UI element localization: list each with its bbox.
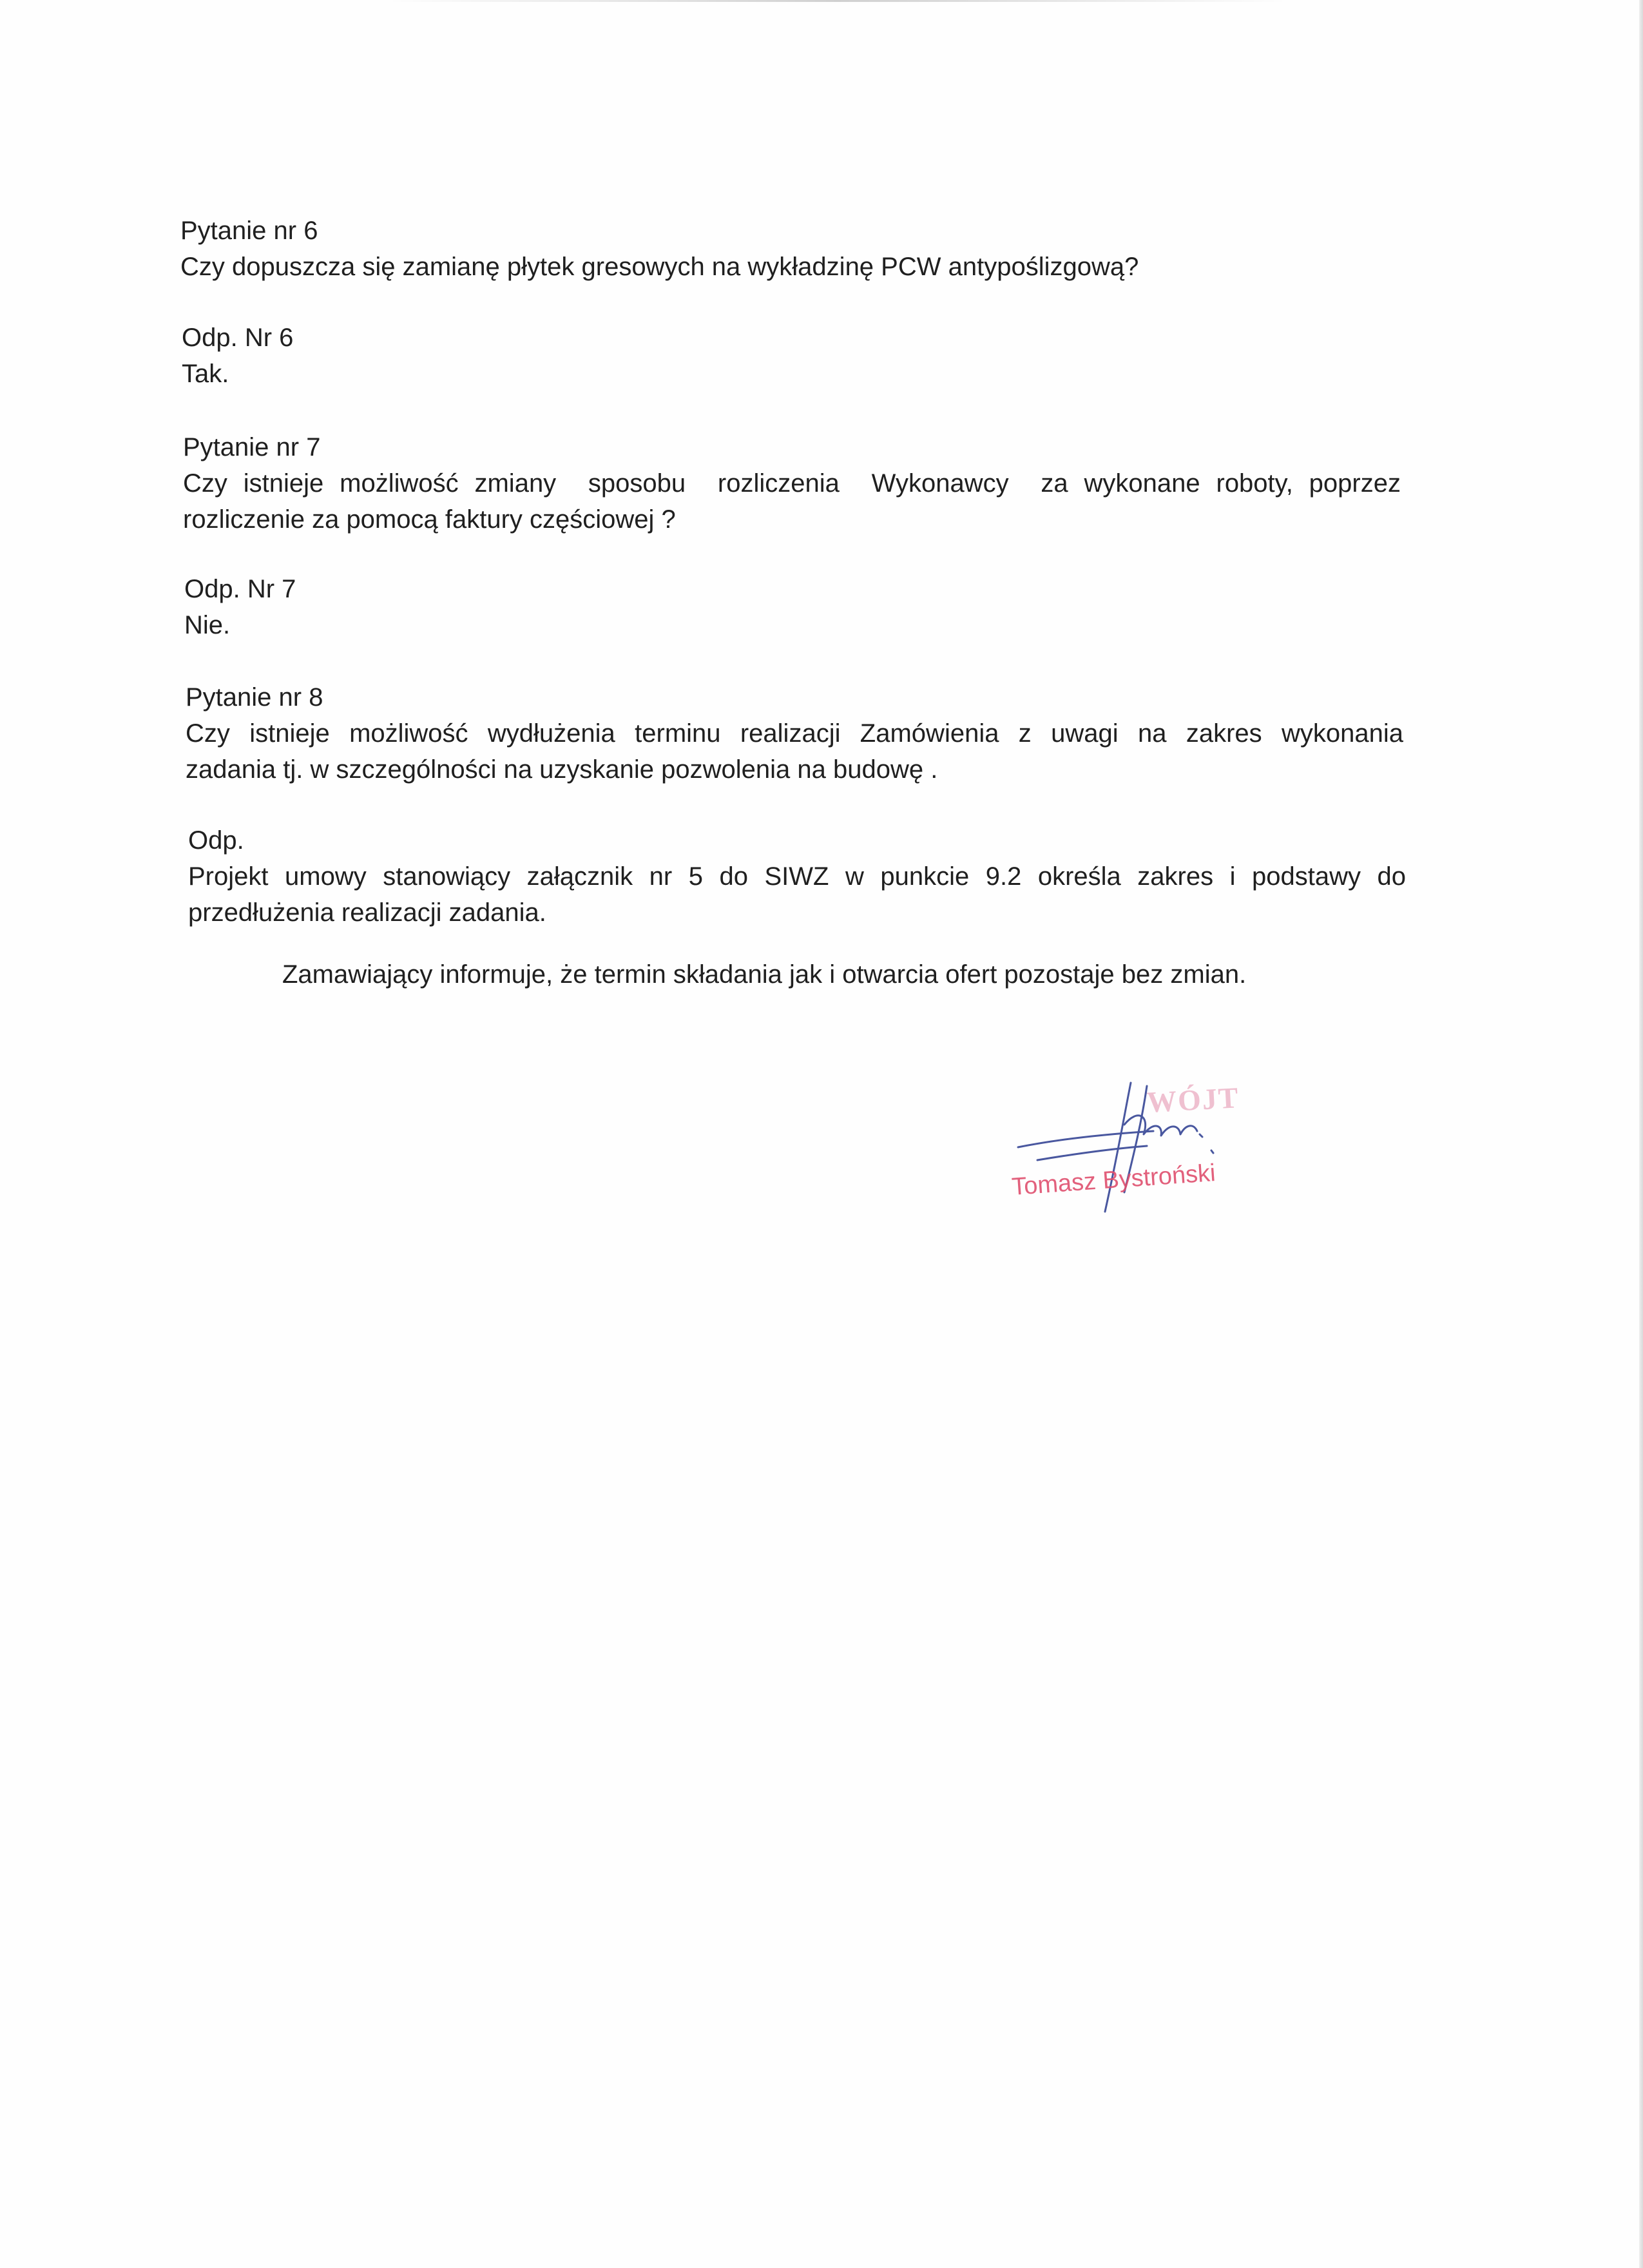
question-7-title: Pytanie nr 7 [183, 433, 321, 461]
question-6-text: Czy dopuszcza się zamianę płytek gresowych na wykładzinę PCW antypoślizgową? [180, 253, 1139, 281]
answer-7-text: Nie. [184, 611, 231, 639]
answer-8-label: Odp. [188, 826, 244, 855]
question-8-text-line1: Czy istnieje możliwość wydłużenia terminu realizacji Zamówienia z uwagi na zakres wykonania [186, 719, 1403, 748]
stamp-title: WÓJT [1146, 1081, 1240, 1119]
answer-7-block [184, 571, 296, 643]
question-8-title: Pytanie nr 8 [186, 683, 323, 712]
scan-edge [1639, 0, 1643, 2268]
answer-6-label: Odp. Nr 6 [182, 324, 294, 352]
answer-8-text-line2: przedłużenia realizacji zadania. [188, 898, 546, 927]
handwritten-signature [992, 1063, 1263, 1231]
question-6-block [180, 213, 1237, 285]
stamp-signature [992, 1063, 1263, 1231]
answer-8-text-line1: Projekt umowy stanowiący załącznik nr 5 do SIWZ w punkcie 9.2 określa zakres i podstawy do [188, 862, 1406, 891]
question-8-block [186, 679, 1403, 788]
answer-7-label: Odp. Nr 7 [184, 575, 296, 603]
scan-edge-top [387, 0, 1289, 2]
answer-8-block [188, 822, 1406, 931]
stamp-name: Tomasz Bystroński [1010, 1159, 1216, 1201]
answer-6-block [182, 320, 293, 392]
question-6-title: Pytanie nr 6 [180, 217, 318, 245]
question-7-block [183, 429, 1401, 538]
answer-6-text: Tak. [182, 360, 229, 388]
question-7-text-line1: Czy istnieje możliwość zmiany sposobu rozliczenia Wykonawcy za wykonane roboty, poprzez [183, 469, 1401, 498]
question-8-text-line2: zadania tj. w szczególności na uzyskanie pozwolenia na budowę . [186, 755, 938, 784]
question-7-text-line2: rozliczenie za pomocą faktury częściowej ? [183, 505, 676, 534]
closing-statement: Zamawiający informuje, że termin składania jak i otwarcia ofert pozostaje bez zmian. [282, 960, 1247, 989]
